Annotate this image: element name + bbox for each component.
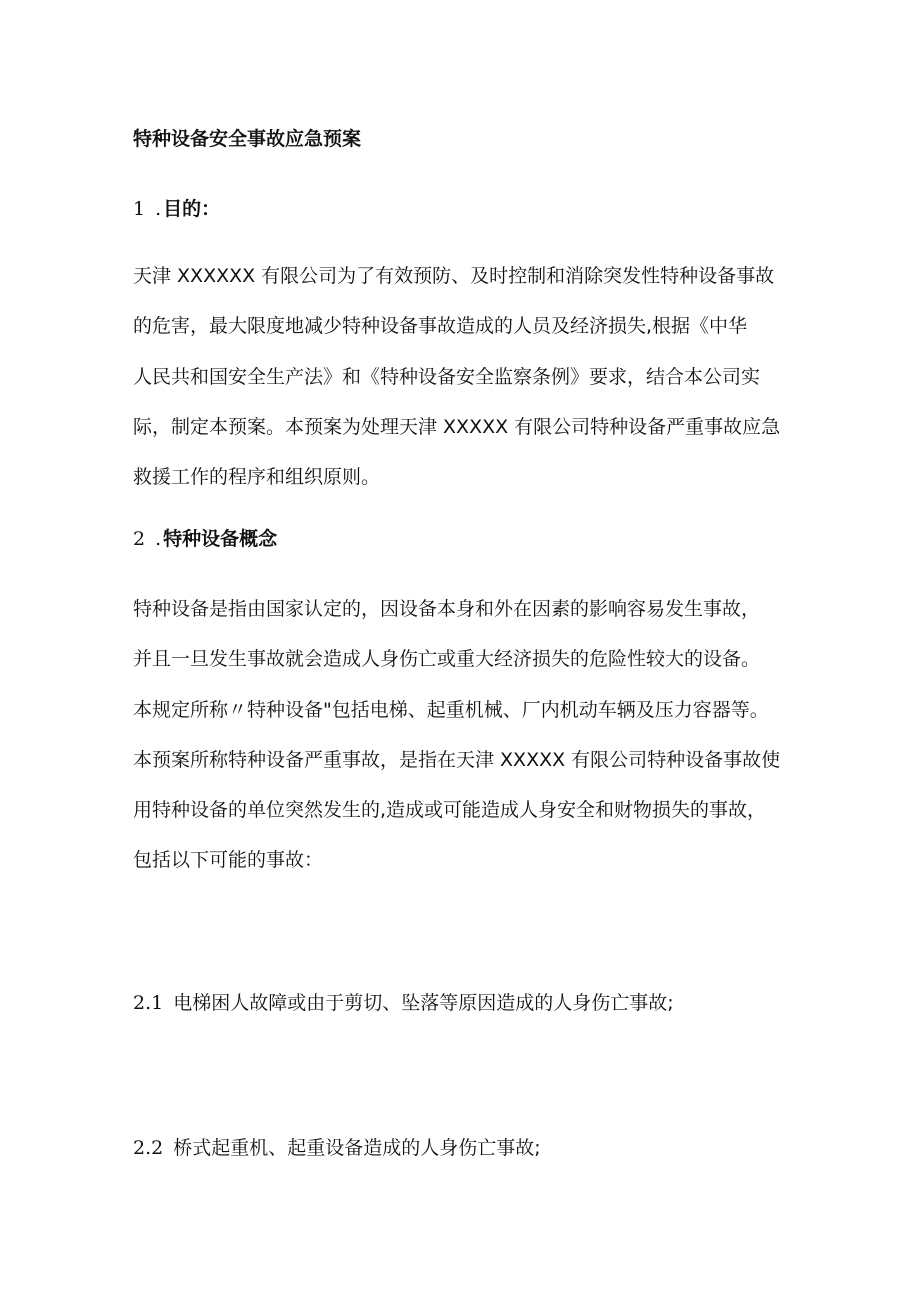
list-item-text: 电梯困人故障或由于剪切、坠落等原因造成的人身伤亡事故; — [173, 992, 674, 1014]
paragraph-line: 并且一旦发生事故就会造成人身伤亡或重大经济损失的危险性较大的设备。 — [133, 648, 761, 671]
paragraph-line: 本预案所称特种设备严重事故，是指在天津 XXXXX 有限公司特种设备事故使 — [133, 748, 781, 771]
section-1-number: 1 . — [133, 198, 164, 220]
section-2-title: 特种设备概念 — [163, 528, 278, 550]
list-item-2-2 — [133, 1133, 541, 1163]
section-2-paragraph — [133, 584, 780, 886]
section-1-heading — [133, 194, 220, 224]
section-1-paragraph — [133, 251, 780, 502]
list-item-number: 2.1 — [133, 992, 164, 1014]
section-2-heading — [133, 524, 277, 554]
paragraph-line: 特种设备是指由国家认定的，因设备本身和外在因素的影响容易发生事故， — [133, 598, 761, 620]
paragraph-line: 际，制定本预案。本预案为处理天津 XXXXX 有限公司特种设备严重事故应急 — [133, 415, 781, 438]
paragraph-line: 本规定所称〃特种设备"包括电梯、起重机械、厂内机动车辆及压力容器等。 — [133, 698, 769, 721]
list-item-2-1 — [133, 988, 674, 1018]
paragraph-line: 天津 XXXXXX 有限公司为了有效预防、及时控制和消除突发性特种设备事故 — [133, 265, 775, 287]
paragraph-line: 用特种设备的单位突然发生的,造成或可能造成人身安全和财物损失的事故， — [133, 799, 767, 822]
paragraph-line: 的危害，最大限度地减少特种设备事故造成的人员及经济损失,根据《中华 — [133, 315, 748, 338]
paragraph-line: 救援工作的程序和组织原则。 — [133, 466, 381, 489]
paragraph-line: 包括以下可能的事故： — [133, 849, 324, 872]
section-1-title: 目的： — [163, 198, 221, 220]
list-item-text: 桥式起重机、起重设备造成的人身伤亡事故; — [173, 1137, 541, 1159]
section-2-number: 2 . — [133, 528, 164, 550]
list-item-number: 2.2 — [133, 1137, 164, 1159]
paragraph-line: 人民共和国安全生产法》和《特种设备安全监察条例》要求，结合本公司实 — [133, 365, 761, 388]
document-title: 特种设备安全事故应急预案 — [133, 128, 362, 150]
